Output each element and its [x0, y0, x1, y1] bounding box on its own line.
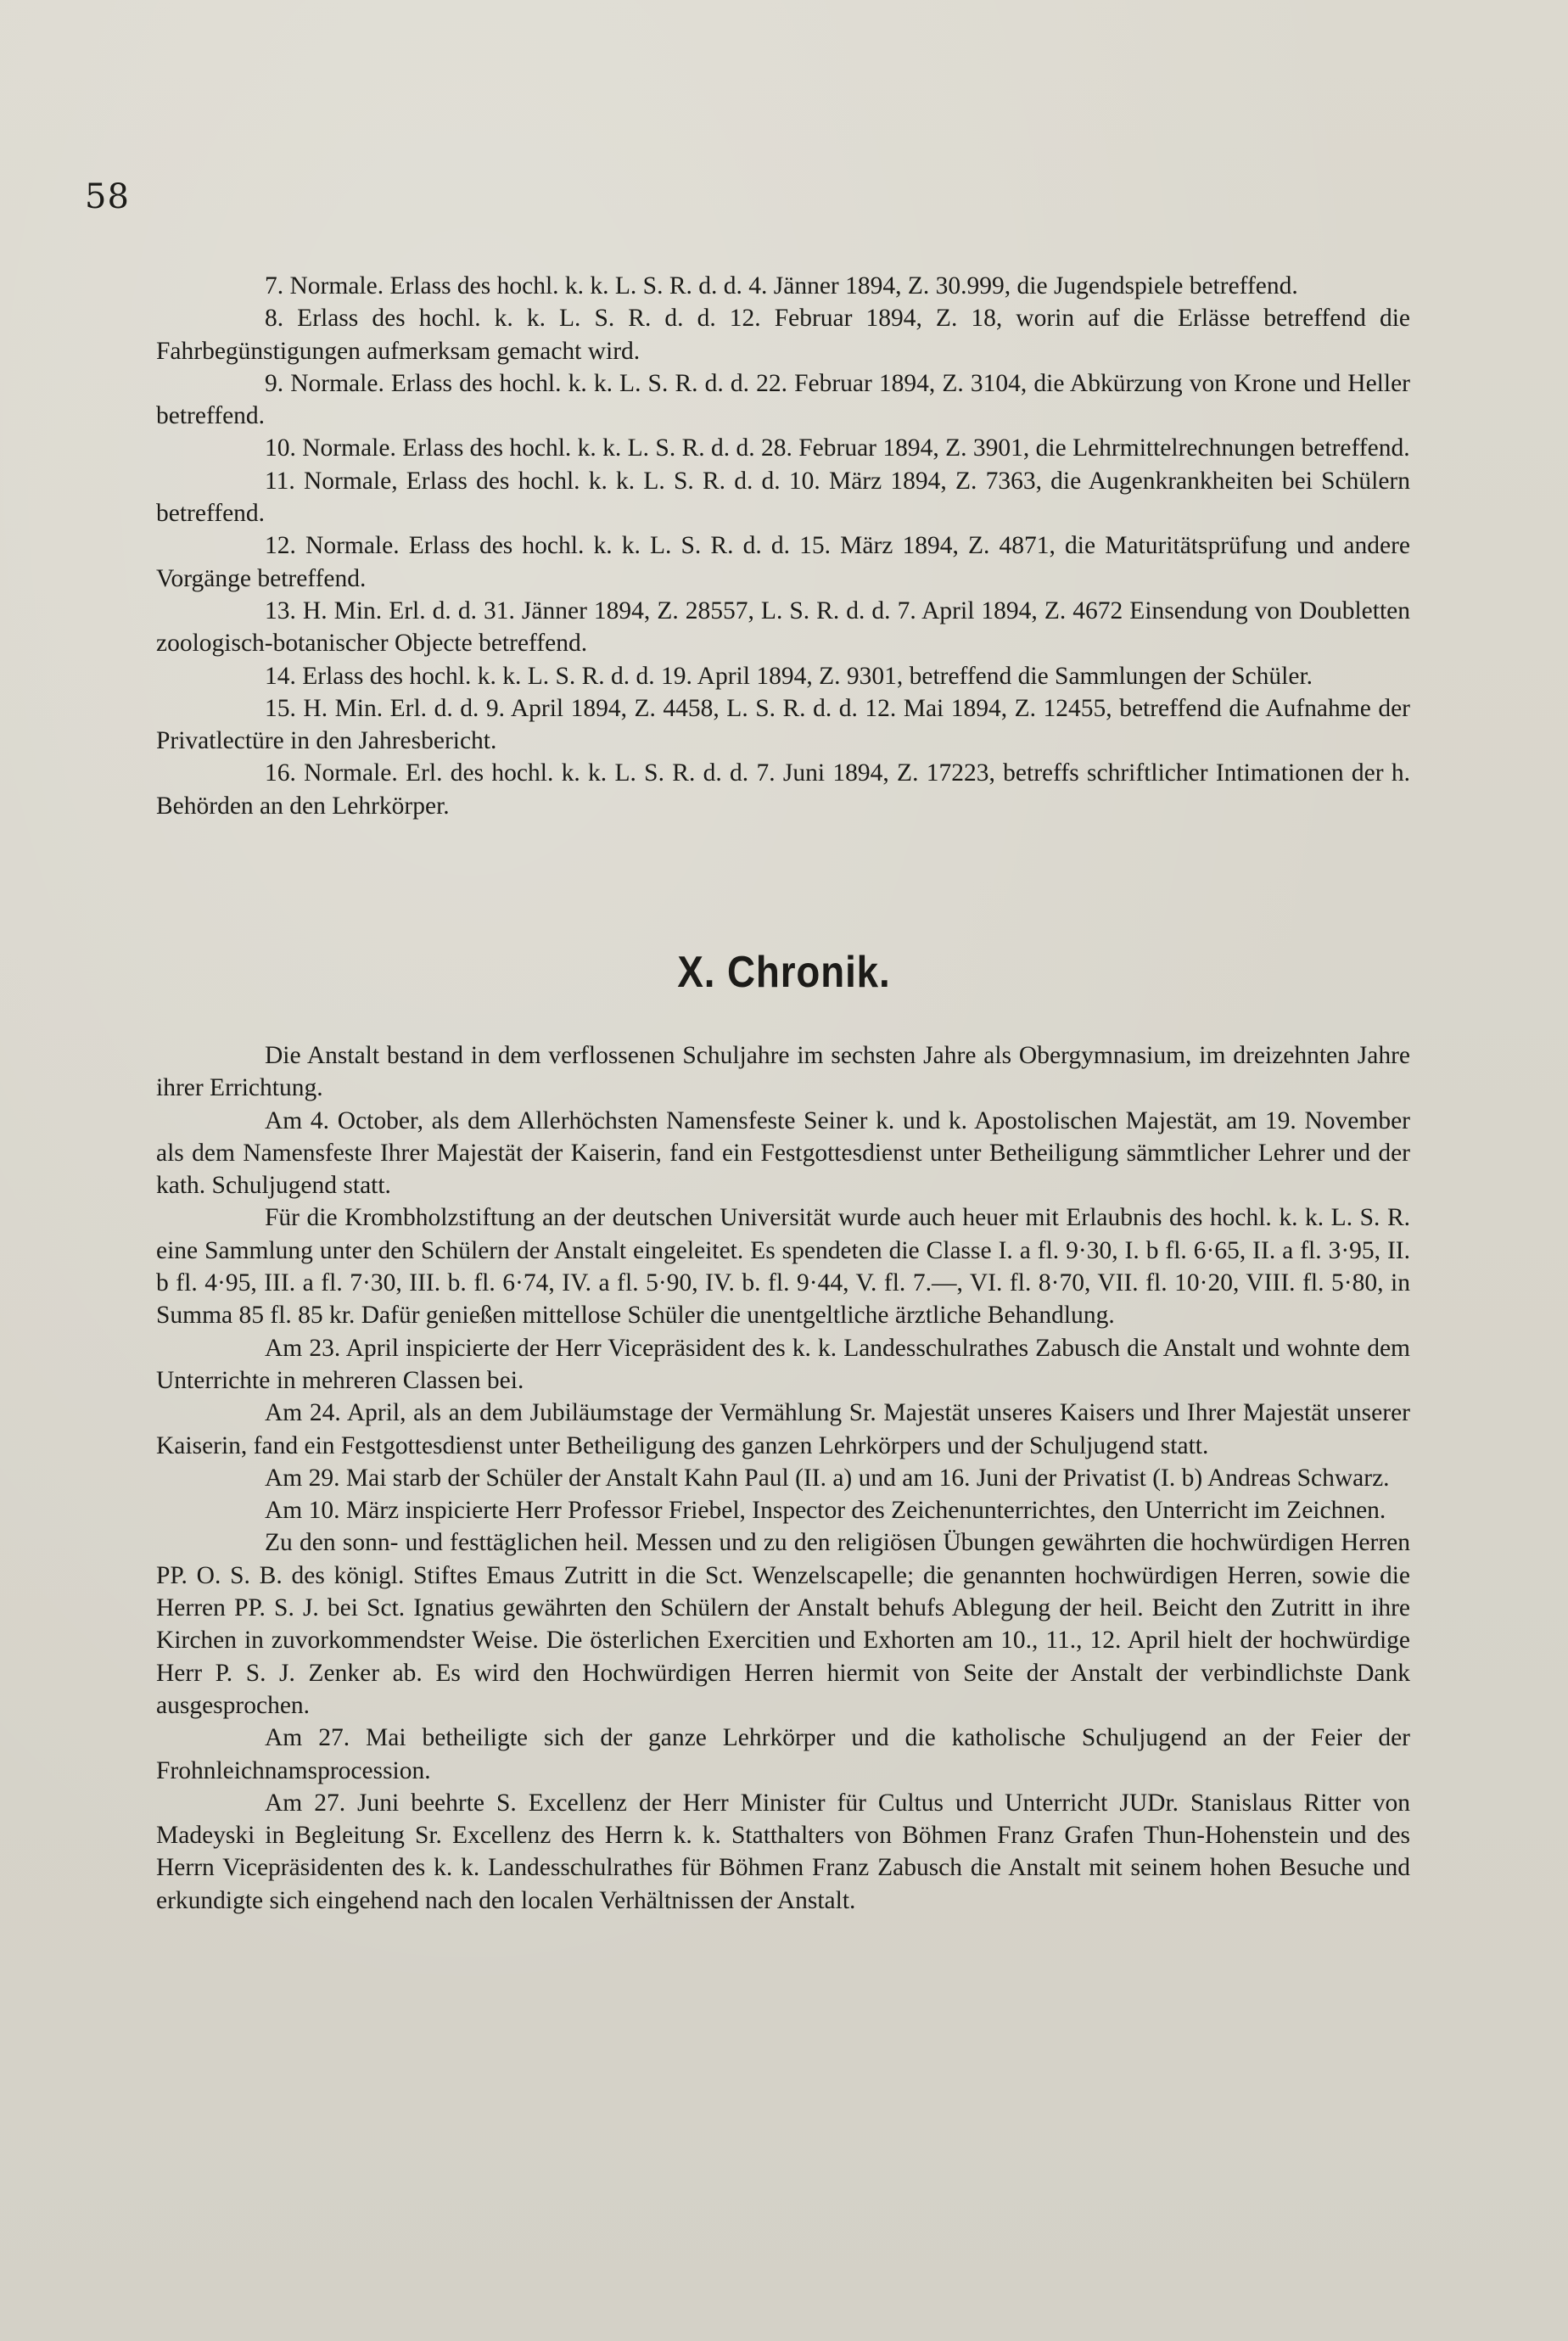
chronicle-paragraph: Die Anstalt bestand in dem verflossenen Schuljahre im sechsten Jahre als Obergymnasium, im dreizehnten Jahre ihrer Errichtung.	[156, 1042, 1410, 1102]
chronicle-paragraph: Für die Krombholzstiftung an der deutschen Universität wurde auch heuer mit Erlaubnis des hochl. k. k. L. S. R. eine Sammlung unter den Schülern der Anstalt eingeleitet. Es spendeten die Classe I. a fl. 9·30, I. b fl. 6·65, II. a fl. 3·95, II. b fl. 4·95, III. a fl. 7·30, III. b. fl. 6·74, IV. a fl. 5·90, IV. b. fl. 9·44, V. fl. 7.—, VI. fl. 8·70, VII. fl. 10·20, VIII. fl. 5·80, in Summa 85 fl. 85 kr. Dafür genießen mittellose Schüler die unentgeltliche ärztliche Behandlung.	[156, 1204, 1410, 1330]
chronicle-paragraph: Am 27. Juni beehrte S. Excellenz der Herr Minister für Cultus und Unterricht JUDr. Stanislaus Ritter von Madeyski in Begleitung Sr. Excellenz des Herrn k. k. Statthalters von Böhmen Franz Grafen Thun-Hohenstein und des Herrn Vicepräsidenten des k. k. Landesschulrathes für Böhmen Franz Zabusch die Anstalt mit seinem hohen Besuche und erkundigte sich eingehend nach den localen Verhältnissen der Anstalt.	[156, 1789, 1410, 1914]
chronicle-paragraph: Am 4. October, als dem Allerhöchsten Namensfeste Seiner k. und k. Apostolischen Majestät, am 19. November als dem Namensfeste Ihrer Majestät der Kaiserin, fand ein Festgottesdienst unter Betheiligung sämmtlicher Lehrer und der kath. Schuljugend statt.	[156, 1106, 1410, 1200]
decree-item: 7. Normale. Erlass des hochl. k. k. L. S. R. d. d. 4. Jänner 1894, Z. 30.999, die Jugendspiele betreffend.	[265, 272, 1298, 300]
chronicle-text	[156, 1039, 1410, 1917]
decree-item: 10. Normale. Erlass des hochl. k. k. L. S. R. d. d. 28. Februar 1894, Z. 3901, die Lehrmittelrechnungen betreffend.	[265, 434, 1410, 462]
decree-list	[156, 270, 1410, 822]
chronicle-paragraph: Am 24. April, als an dem Jubiläumstage der Vermählung Sr. Majestät unseres Kaisers und Ihrer Majestät unserer Kaiserin, fand ein Festgottesdienst unter Betheiligung des ganzen Lehrkörpers und der Schuljugend statt.	[156, 1399, 1410, 1459]
decree-item: 14. Erlass des hochl. k. k. L. S. R. d. d. 19. April 1894, Z. 9301, betreffend die Sammlungen der Schüler.	[265, 662, 1313, 690]
chronicle-paragraph: Zu den sonn- und festtäglichen heil. Messen und zu den religiösen Übungen gewährten die hochwürdigen Herren PP. O. S. B. des königl. Stiftes Emaus Zutritt in die Sct. Wenzelscapelle; die genannten hochwürdigen Herren, sowie die Herren PP. S. J. bei Sct. Ignatius gewährten den Schülern der Anstalt behufs Ablegung der heil. Beicht den Zutritt in ihre Kirchen in zuvorkommendster Weise. Die österlichen Exercitien und Exhorten am 10., 11., 12. April hielt der hochwürdige Herr P. S. J. Zenker ab. Es wird den Hochwürdigen Herren hiermit von Seite der Anstalt der verbindlichste Dank ausgesprochen.	[156, 1529, 1410, 1719]
decree-item: 8. Erlass des hochl. k. k. L. S. R. d. d. 12. Februar 1894, Z. 18, worin auf die Erlässe betreffend die Fahrbegünstigungen aufmerksam gemacht wird.	[156, 305, 1410, 365]
decree-item: 11. Normale, Erlass des hochl. k. k. L. S. R. d. d. 10. März 1894, Z. 7363, die Augenkrankheiten bei Schülern betreffend.	[156, 467, 1410, 528]
chronicle-paragraph: Am 29. Mai starb der Schüler der Anstalt Kahn Paul (II. a) und am 16. Juni der Privatist (I. b) Andreas Schwarz.	[265, 1464, 1390, 1492]
decree-item: 12. Normale. Erlass des hochl. k. k. L. S. R. d. d. 15. März 1894, Z. 4871, die Maturitätsprüfung und andere Vorgänge betreffend.	[156, 532, 1410, 592]
decree-item: 13. H. Min. Erl. d. d. 31. Jänner 1894, Z. 28557, L. S. R. d. d. 7. April 1894, Z. 4672 Einsendung von Doubletten zoologisch-botanischer Objecte betreffend.	[156, 596, 1410, 658]
decree-item: 16. Normale. Erl. des hochl. k. k. L. S. R. d. d. 7. Juni 1894, Z. 17223, betreffs schriftlicher Intimationen der h. Behörden an den Lehrkörper.	[156, 759, 1410, 820]
chronicle-paragraph: Am 10. März inspicierte Herr Professor Friebel, Inspector des Zeichenunterrichtes, den Unterricht im Zeichnen.	[265, 1497, 1386, 1525]
section-heading: X. Chronik.	[677, 948, 891, 997]
chronicle-paragraph: Am 23. April inspicierte der Herr Vicepräsident des k. k. Landesschulrathes Zabusch die Anstalt und wohnte dem Unterrichte in mehreren Classen bei.	[156, 1334, 1410, 1394]
chronicle-paragraph: Am 27. Mai betheiligte sich der ganze Lehrkörper und die katholische Schuljugend an der Feier der Frohnleichnamsprocession.	[156, 1724, 1410, 1784]
decree-item: 9. Normale. Erlass des hochl. k. k. L. S. R. d. d. 22. Februar 1894, Z. 3104, die Abkürzung von Krone und Heller betreffend.	[156, 369, 1410, 430]
decree-item: 15. H. Min. Erl. d. d. 9. April 1894, Z. 4458, L. S. R. d. d. 12. Mai 1894, Z. 12455, betreffend die Aufnahme der Privatlectüre in den Jahresbericht.	[156, 694, 1410, 755]
page-number: 58	[85, 177, 130, 216]
